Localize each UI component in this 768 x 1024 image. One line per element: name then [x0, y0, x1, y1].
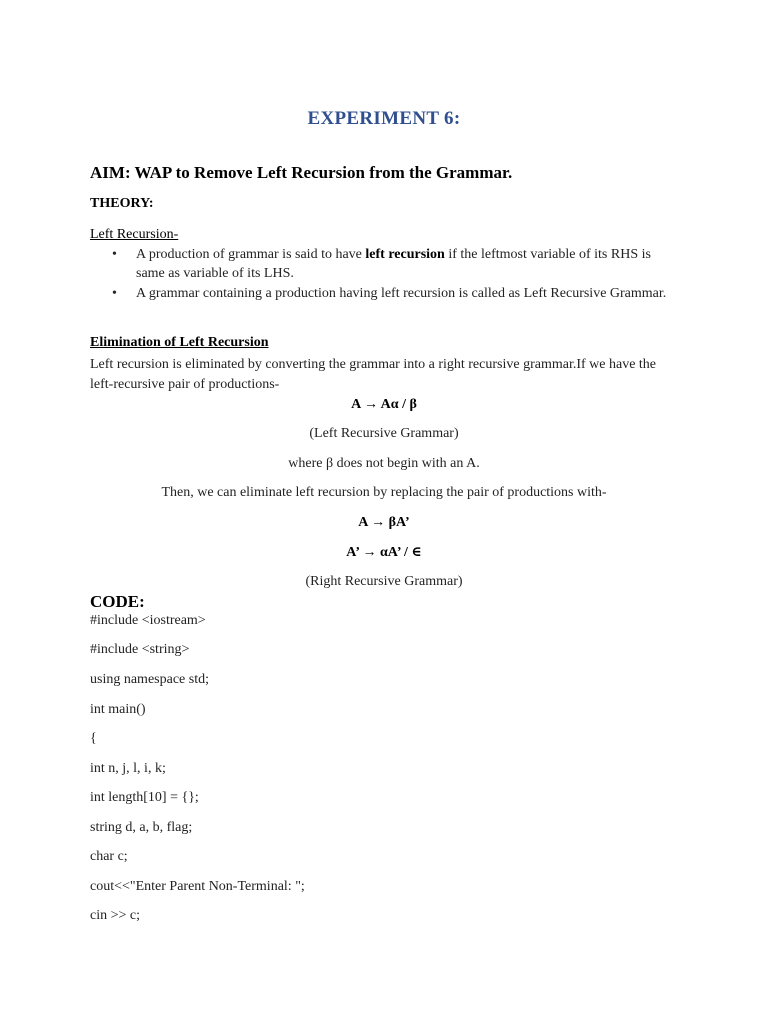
- code-line: int n, j, l, i, k;: [90, 761, 166, 776]
- left-recursion-bullets: [90, 245, 678, 304]
- caption-left-recursive: (Left Recursive Grammar): [309, 426, 459, 441]
- code-line: #include <iostream>: [90, 613, 206, 628]
- bullet1-text-start: A production of grammar is said to have: [136, 247, 366, 262]
- code-line: int main(): [90, 702, 146, 717]
- production-right-1: A → βA’: [358, 515, 410, 530]
- bullet2-text: A grammar containing a production having left recursion is called as Left Recursive Grammar.: [136, 286, 667, 301]
- caption-right-recursive: (Right Recursive Grammar): [305, 574, 463, 589]
- code-line: int length[10] = {};: [90, 790, 199, 805]
- theory-label: THEORY:: [90, 196, 154, 211]
- code-line: #include <string>: [90, 642, 190, 657]
- code-line: {: [90, 731, 97, 746]
- bullet1-bold-term: left recursion: [365, 247, 445, 262]
- then-note: Then, we can eliminate left recursion by replacing the pair of productions with-: [161, 485, 607, 500]
- code-line: cin >> c;: [90, 908, 140, 923]
- bullet-item: [90, 284, 678, 303]
- left-recursion-heading: Left Recursion-: [90, 227, 179, 242]
- code-heading: CODE:: [90, 592, 145, 611]
- elimination-paragraph: Left recursion is eliminated by converting the grammar into a right recursive grammar.If we have the left-recursive pair of productions-: [90, 357, 657, 392]
- production-left-recursive: A → Aα / β: [351, 397, 417, 412]
- bullet1-text-end: if the leftmost variable of its RHS is same as variable of its LHS.: [136, 247, 651, 281]
- code-line: using namespace std;: [90, 672, 209, 687]
- where-note: where β does not begin with an A.: [288, 456, 480, 471]
- code-line: cout<<"Enter Parent Non-Terminal: ";: [90, 879, 305, 894]
- code-line: char c;: [90, 849, 128, 864]
- aim-statement: AIM: WAP to Remove Left Recursion from the Grammar.: [90, 163, 513, 182]
- code-line: string d, a, b, flag;: [90, 820, 193, 835]
- elimination-heading: Elimination of Left Recursion: [90, 335, 269, 350]
- experiment-title: EXPERIMENT 6:: [307, 108, 461, 129]
- production-right-2: A’ → αA’ / ∈: [346, 545, 422, 560]
- bullet-item: [90, 245, 678, 283]
